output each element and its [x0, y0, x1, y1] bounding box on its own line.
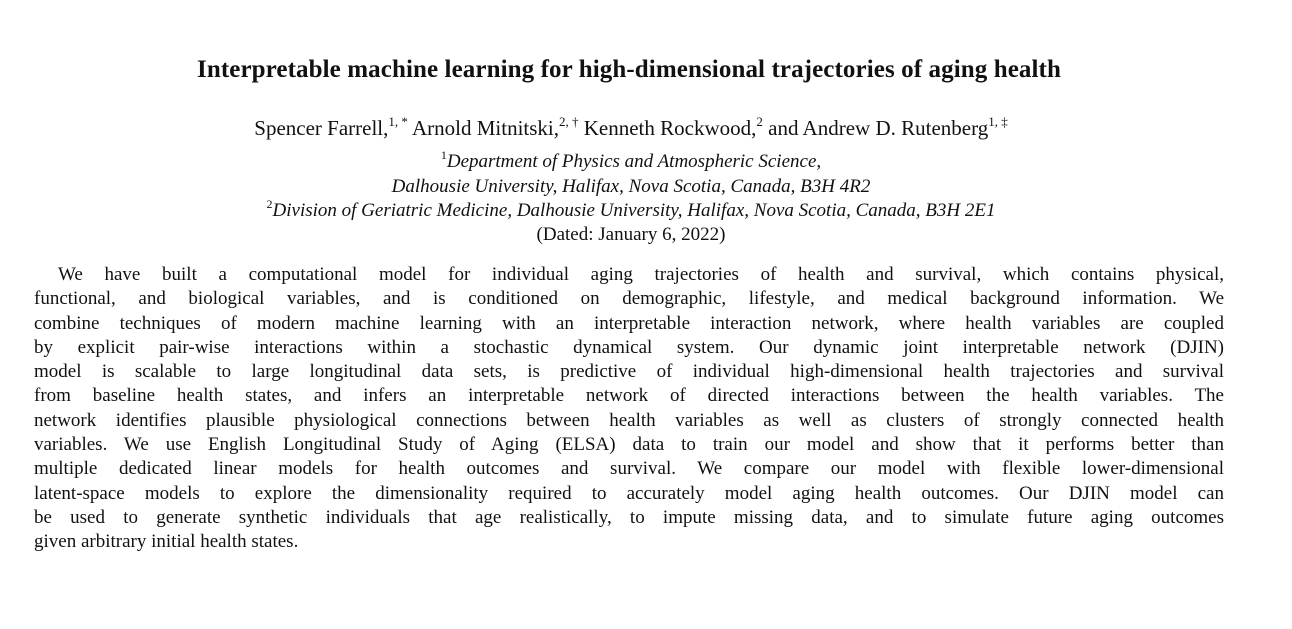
abstract-line: We have built a computational model for individual aging trajectories of health and survival, which contains physical, — [58, 264, 1224, 285]
author-list — [0, 114, 1262, 145]
affiliation-text: Division of Geriatric Medicine, Dalhousie University, Halifax, Nova Scotia, Canada, B3H 2E1 — [272, 200, 996, 221]
abstract-line: latent-space models to explore the dimensionality required to accurately model aging health outcomes. Our DJIN model can — [34, 482, 1224, 504]
abstract-line: combine techniques of modern machine learning with an interpretable interaction network, where health variables are coupled — [34, 312, 1224, 334]
date-line: (Dated: January 6, 2022) — [536, 224, 726, 245]
author-name: Spencer Farrell, — [254, 116, 389, 140]
abstract-line: network identifies plausible physiological connections between health variables as well as clusters of strongly connected health — [34, 409, 1224, 431]
author-name: Arnold Mitnitski, — [411, 116, 559, 140]
affiliation-2 — [0, 199, 1262, 224]
abstract-line: model is scalable to large longitudinal data sets, is predictive of individual high-dimensional health trajectories and survival — [34, 361, 1224, 383]
affiliation-mark: 1 — [440, 148, 447, 162]
affiliation-1 — [0, 150, 1262, 175]
abstract-line: by explicit pair-wise interactions within a stochastic dynamical system. Our dynamic joint interpretable network (DJIN) — [34, 336, 1224, 358]
author-affiliation-mark: 2 — [756, 114, 763, 129]
abstract-line: multiple dedicated linear models for health outcomes and survival. We compare our model with flexible lower-dimensional — [34, 458, 1224, 480]
abstract-line: variables. We use English Longitudinal Study of Aging (ELSA) data to train our model and show that it performs better than — [34, 434, 1224, 456]
affiliation-mark: 2 — [266, 197, 273, 211]
author-name: Kenneth Rockwood, — [583, 116, 757, 140]
author-affiliation-mark: 1, ‡ — [988, 114, 1008, 129]
abstract-line: be used to generate synthetic individuals that age realistically, to impute missing data, and to simulate future aging outcomes — [34, 506, 1224, 528]
author-affiliation-mark: 1, * — [388, 114, 408, 129]
abstract — [34, 263, 1224, 555]
affiliation-text: Department of Physics and Atmospheric Science, — [446, 151, 822, 172]
author-name: and Andrew D. Rutenberg — [768, 116, 989, 140]
paper-title: Interpretable machine learning for high-dimensional trajectories of aging health — [197, 56, 1061, 83]
affiliation-1-line-2: Dalhousie University, Halifax, Nova Scotia, Canada, B3H 4R2 — [391, 176, 871, 197]
abstract-line: given arbitrary initial health states. — [34, 531, 299, 553]
abstract-line: from baseline health states, and infers an interpretable network of directed interactions between the health variables. The — [34, 385, 1224, 407]
abstract-line: functional, and biological variables, and is conditioned on demographic, lifestyle, and medical background information. We — [34, 288, 1224, 310]
author-affiliation-mark: 2, † — [559, 114, 579, 129]
